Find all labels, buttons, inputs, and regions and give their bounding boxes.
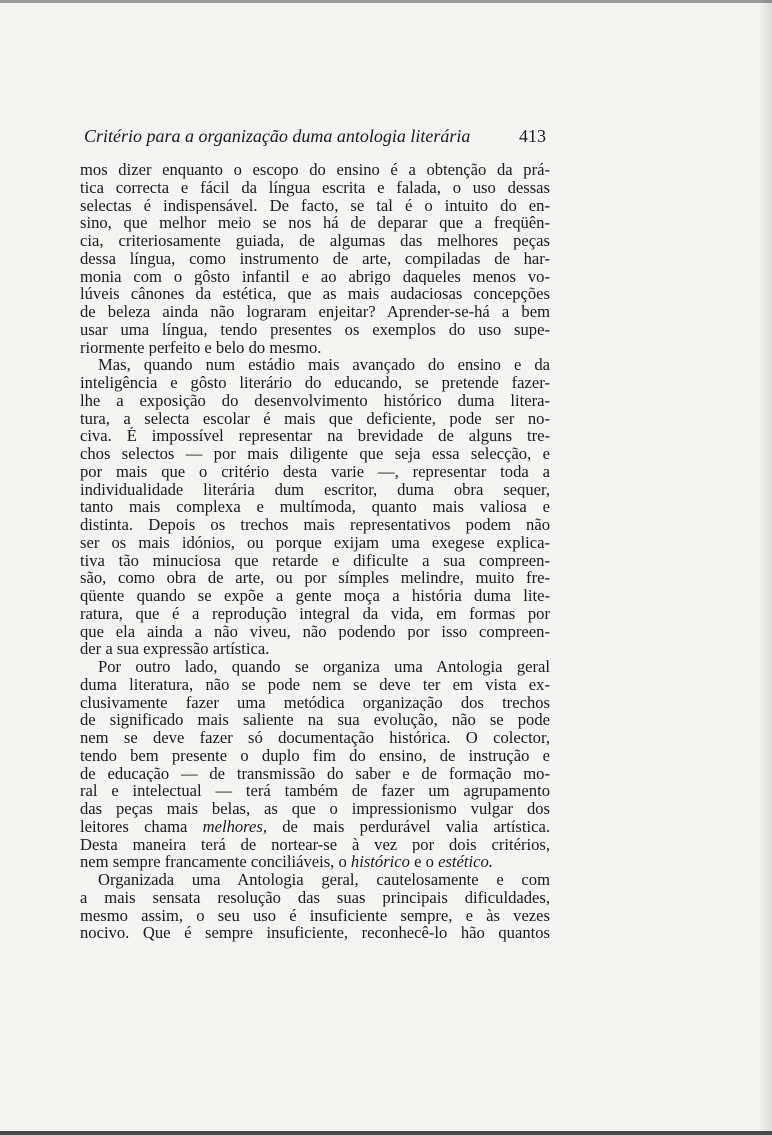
text-line: nem se deve fazer só documentação histórica. O colector, (80, 729, 550, 747)
text-line: usar uma língua, tendo presentes os exemplos do uso supe- (80, 320, 550, 339)
text-line: ral e intelectual — terá também de fazer um agrupamento (80, 782, 550, 800)
page-edge-shadow (758, 0, 772, 1135)
text-line: cia, criteriosamente guiada, de algumas das melhores peças (80, 232, 550, 250)
text-line: nocivo. Que é sempre insuficiente, reconhecê-lo hão quantos (80, 924, 550, 942)
text-line: distinta. Depois os trechos mais representativos podem não (80, 516, 550, 534)
text-line: selectas é indispensável. De facto, se tal é o intuito do en- (80, 196, 550, 215)
text-line: por mais que o critério desta varie —, representar toda a (80, 462, 550, 481)
text-line: Por outro lado, quando se organiza uma Antologia geral (98, 658, 550, 676)
text-line: que ela ainda a não viveu, não podendo por isso compreen- (80, 622, 550, 641)
text-line: de significado mais saliente na sua evolução, não se pode (80, 711, 550, 729)
text-line: tendo bem presente o duplo fim do ensino, de instrução e (80, 746, 550, 765)
text-line: tanto mais complexa e multímoda, quanto mais valiosa e (80, 498, 550, 516)
text-line: Desta maneira terá de nortear-se à vez por dois critérios, (80, 835, 550, 854)
page-top-edge (0, 0, 772, 3)
text-line: tiva tão minuciosa que retarde e dificulte a sua compreen- (80, 551, 550, 570)
text-line: de educação — de transmissão do saber e de formação mo- (80, 764, 550, 783)
text-line: civa. É impossível representar na brevidade de alguns tre- (80, 427, 550, 445)
text-run: leitores chama (80, 817, 188, 836)
text-line: duma literatura, não se pode nem se deve ter em vista ex- (80, 675, 550, 694)
text-line: clusivamente fazer uma metódica organização dos trechos (80, 693, 550, 712)
text-line: de beleza ainda não lograram enjeitar? Aprender-se-há a bem (80, 303, 550, 321)
text-line: a mais sensata resolução das suas principais dificuldades, (80, 888, 550, 907)
italic-term: melhores, (202, 817, 267, 836)
text-run: nem sempre francamente conciliáveis, o (80, 853, 347, 871)
text-line: lúveis cânones da estética, que as mais audaciosas concepções (80, 285, 550, 303)
body-text (80, 161, 550, 942)
text-line: sino, que melhor meio se nos há de deparar que a freqüên- (80, 214, 550, 232)
text-line: lhe a exposição do desenvolvimento histórico duma litera- (80, 391, 550, 410)
italic-term: histórico (350, 853, 410, 871)
text-line: individualidade literária dum escritor, duma obra sequer, (80, 480, 550, 499)
text-line: mesmo assim, o seu uso é insuficiente sempre, e às vezes (80, 906, 550, 925)
page-number: 413 (519, 126, 546, 146)
text-line: monia com o gôsto infantil e ao abrigo daqueles menos vo- (80, 267, 550, 286)
text-line: riormente perfeito e belo do mesmo. (80, 338, 322, 357)
text-run: e o (414, 853, 434, 871)
text-line: der a sua expressão artística. (80, 640, 270, 658)
text-run: de mais perdurável valia artística. (282, 817, 550, 836)
text-line (80, 818, 550, 836)
text-line: são, como obra de arte, ou por símples melindre, muito fre- (80, 569, 550, 587)
running-header (84, 124, 546, 148)
text-line: inteligência e gôsto literário do educando, se pretende fazer- (80, 374, 550, 392)
text-line: Mas, quando num estádio mais avançado do ensino e da (98, 356, 550, 374)
text-line (80, 853, 550, 871)
page-bottom-edge (0, 1131, 772, 1135)
text-line: mos dizer enquanto o escopo do ensino é a obtenção da prá- (80, 161, 550, 179)
text-line: chos selectos — por mais diligente que seja essa selecção, e (80, 445, 550, 463)
text-line: das peças mais belas, as que o impressionismo vulgar dos (80, 800, 550, 818)
text-line: qüente quando se expõe a gente moça a história duma lite- (80, 587, 550, 605)
text-line: dessa língua, como instrumento de arte, compiladas de har- (80, 249, 550, 268)
text-line: ser os mais idónios, ou porque exijam uma exegese explica- (80, 533, 550, 552)
italic-term: estético. (438, 853, 493, 871)
text-line: tura, a selecta escolar é mais que deficiente, pode ser no- (80, 409, 550, 428)
text-line: tica correcta e fácil da língua escrita e falada, o uso dessas (80, 178, 550, 197)
text-line: Organizada uma Antologia geral, cautelosamente e com (98, 871, 550, 889)
running-title: Critério para a organização duma antologia literária (84, 126, 471, 146)
text-line: ratura, que é a reprodução integral da vida, em formas por (80, 604, 550, 623)
